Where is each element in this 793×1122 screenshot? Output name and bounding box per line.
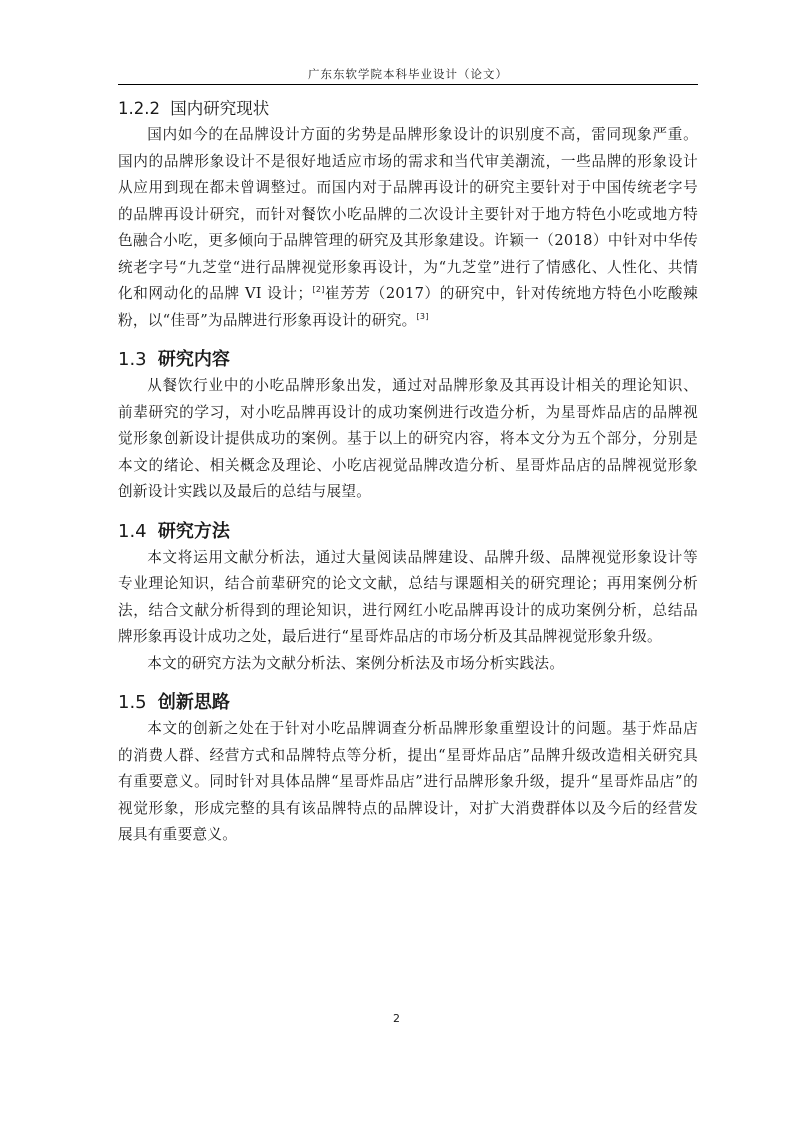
paragraph: 本文的创新之处在于针对小吃品牌调查分析品牌形象重塑设计的问题。基于炸品店的消费人群、经营方式和品牌特点等分析，提出“星哥炸品店”品牌升级改造相关研究具有重要意义。同时针对具体品牌“星哥炸品店”进行品牌形象升级，提升“星哥炸品店”的视觉形象，形成完整的具有该品牌特点的品牌设计，对扩大消费群体以及今后的经营发展具有重要意义。: [118, 720, 698, 843]
section-title: 研究方法: [157, 520, 230, 542]
section-title: 国内研究现状: [170, 99, 270, 118]
paragraph: 本文将运用文献分析法，通过大量阅读品牌建设、品牌升级、品牌视觉形象设计等专业理论知识，结合前辈研究的论文文献，总结与课题相关的研究理论；再用案例分析法，结合文献分析得到的理论知识，进行网红小吃品牌再设计的成功案例分析，总结品牌形象再设计成功之处，最后进行“星哥炸品店的市场分析及其品牌视觉形象升级。: [118, 548, 698, 645]
section-heading: [118, 96, 698, 122]
section-number: 1.5: [118, 692, 147, 713]
paragraph: 从餐饮行业中的小吃品牌形象出发，通过对品牌形象及其再设计相关的理论知识、前辈研究的学习，对小吃品牌再设计的成功案例进行改造分析，为星哥炸品店的品牌视觉形象创新设计提供成功的案例。基于以上的研究内容，将本文分为五个部分，分别是本文的绪论、相关概念及理论、小吃店视觉品牌改造分析、星哥炸品店的品牌视觉形象创新设计实践以及最后的总结与展望。: [118, 377, 698, 500]
citation-ref: [2]: [312, 285, 325, 295]
section-1-3: [118, 347, 698, 506]
paragraph: [118, 122, 698, 334]
paragraph-text: 国内如今的在品牌设计方面的劣势是品牌形象设计的识别度不高，雷同现象严重。国内的品牌形象设计不是很好地适应市场的需求和当代审美潮流，一些品牌的形象设计从应用到现在都未曾调整过。而国内对于品牌再设计的研究主要针对于中国传统老字号的品牌再设计研究，而针对餐饮小吃品牌的二次设计主要针对于地方特色小吃或地方特色融合小吃，更多倾向于品牌管理的研究及其形象建设。许颖一（2018）中针对中华传统老字号“九芝堂“进行品牌视觉形象再设计，为“九芝堂”进行了情感化、人性化、共情化和网动化的品牌 VI 设计；: [118, 126, 698, 302]
citation-ref: [3]: [416, 311, 429, 321]
paragraph-text: 崔芳芳（2017）的研究中，针对传统地方特色小吃酸辣粉，以“佳哥”为品牌进行形象再设计的研究。: [118, 285, 698, 329]
paragraph: 本文的研究方法为文献分析法、案例分析法及市场分析实践法。: [147, 654, 565, 672]
section-heading: [118, 347, 698, 373]
section-1-4: [118, 519, 698, 678]
section-1-2-2: [118, 96, 698, 334]
section-heading: [118, 690, 698, 716]
document-body: [118, 96, 698, 849]
section-1-5: [118, 690, 698, 849]
section-title: 创新思路: [157, 692, 230, 713]
section-number: 1.4: [118, 520, 147, 542]
section-number: 1.2.2: [118, 99, 160, 118]
header-rule: [118, 84, 698, 85]
page-number: 2: [393, 1012, 400, 1025]
page-header: 广东东软学院本科毕业设计（论文）: [308, 67, 508, 81]
section-number: 1.3: [118, 349, 147, 370]
section-title: 研究内容: [157, 349, 230, 370]
section-heading: [118, 519, 698, 545]
